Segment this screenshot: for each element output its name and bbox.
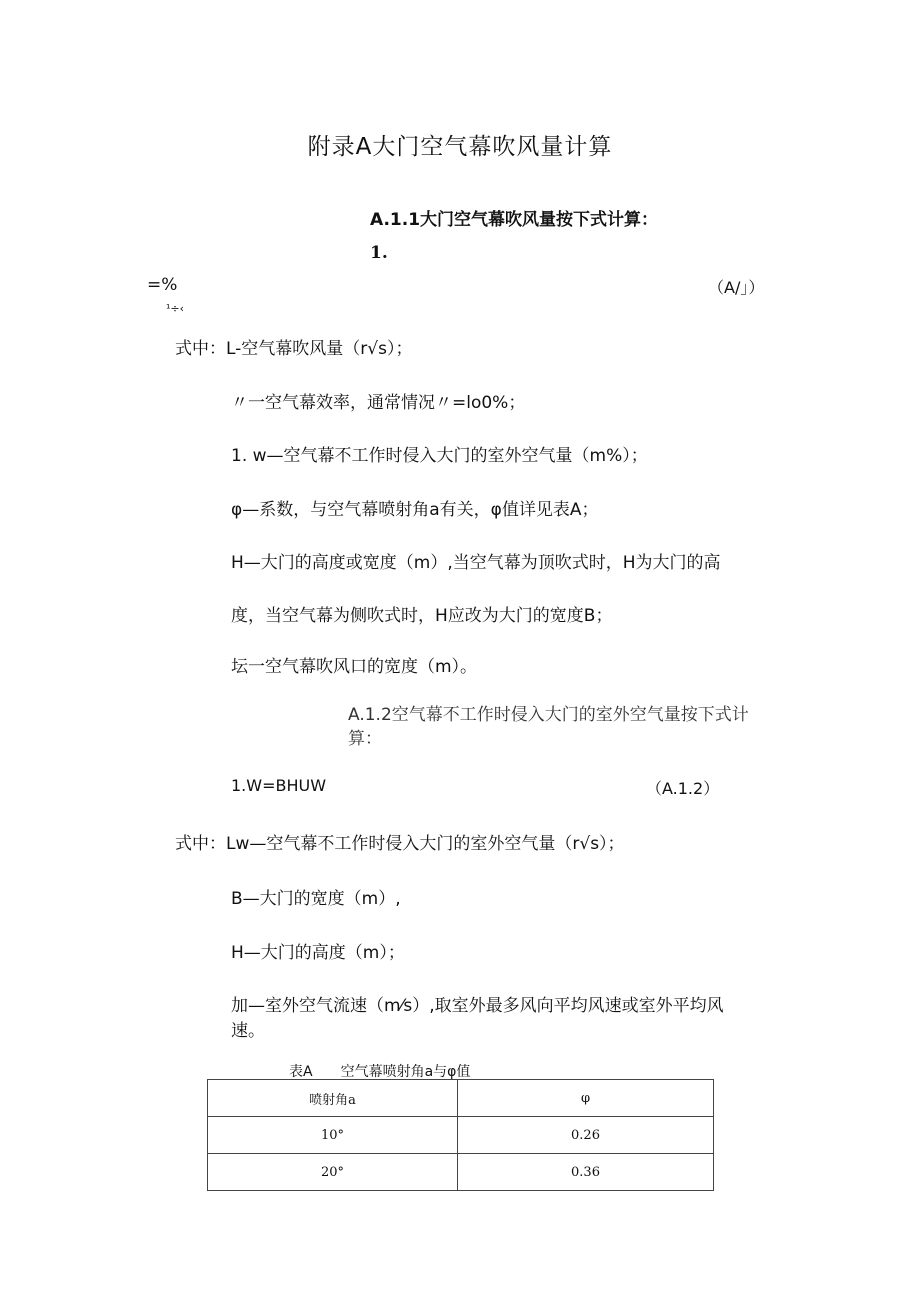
where2-line-1: 式中：Lw—空气幕不工作时侵入大门的室外空气量（r√s）；	[175, 834, 625, 854]
table-header-phi: φ	[458, 1080, 714, 1117]
where-line-7: 坛一空气幕吹风口的宽度（m）。	[231, 657, 478, 677]
section-a12-heading-line2: 算：	[348, 729, 382, 749]
where2-line-5: 速。	[231, 1021, 265, 1041]
spray-angle-table	[207, 1079, 714, 1191]
section-a11-number: 1.	[370, 243, 388, 263]
where-line-1: 式中：L-空气幕吹风量（r√s）；	[175, 339, 413, 359]
formula-a12-reference: （A.1.2）	[646, 779, 720, 798]
where-line-4: φ—系数，与空气幕喷射角a有关，φ值详见表A；	[231, 500, 599, 520]
table-cell-phi: 0.26	[458, 1117, 714, 1154]
table-row	[208, 1117, 714, 1154]
table-caption-label: 表A	[289, 1064, 313, 1080]
section-a12-heading-line1: A.1.2空气幕不工作时侵入大门的室外空气量按下式计	[348, 705, 749, 725]
formula-a11-left: =%	[147, 275, 178, 295]
table-cell-angle: 20°	[208, 1154, 458, 1191]
table-caption-text: 空气幕喷射角a与φ值	[340, 1064, 471, 1080]
section-a12-heading	[348, 703, 749, 751]
where-line-3: 1. w—空气幕不工作时侵入大门的室外空气量（m%）；	[231, 446, 648, 466]
table-cell-angle: 10°	[208, 1117, 458, 1154]
where-line-2: 〃一空气幕效率，通常情况〃=lo0%；	[231, 393, 526, 413]
page-title: 附录A大门空气幕吹风量计算	[307, 134, 613, 160]
where2-line-2: B—大门的宽度（m）,	[231, 889, 401, 909]
table-caption	[289, 1061, 470, 1081]
section-a11-heading: A.1.1大门空气幕吹风量按下式计算：	[370, 210, 659, 230]
where-line-6: 度，当空气幕为侧吹式时，H应改为大门的宽度B；	[231, 606, 613, 626]
table-cell-phi: 0.36	[458, 1154, 714, 1191]
table-row	[208, 1154, 714, 1191]
formula-a11-subscript: ¹÷‹	[166, 302, 185, 315]
where2-line-4: 加—室外空气流速（m⁄s）,取室外最多风向平均风速或室外平均风	[231, 996, 724, 1016]
formula-a12: 1.W=BHUW	[231, 776, 327, 795]
table-header-row	[208, 1080, 714, 1117]
where2-line-3: H—大门的高度（m）；	[231, 943, 405, 963]
where-line-5: H—大门的高度或宽度（m）,当空气幕为顶吹式时，H为大门的高	[231, 553, 721, 573]
table-header-angle: 喷射角a	[208, 1080, 458, 1117]
formula-a11-reference: （A/」）	[708, 278, 765, 297]
